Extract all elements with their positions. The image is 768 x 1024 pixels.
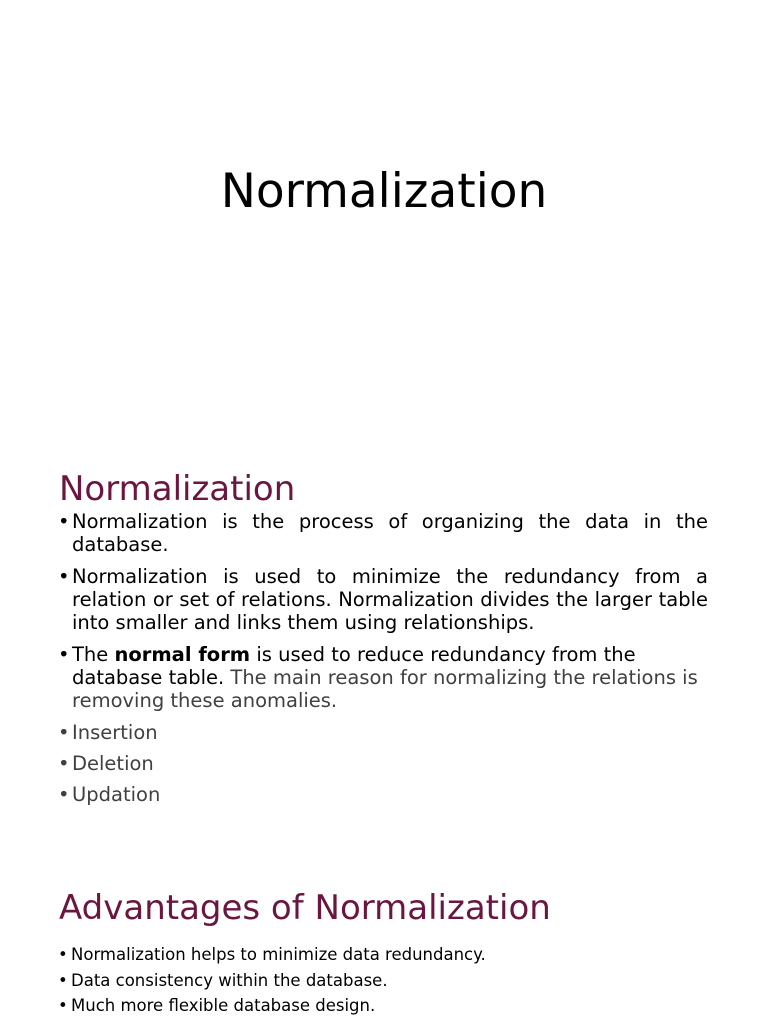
anomaly-deletion: Deletion — [72, 751, 154, 775]
bullet-item — [58, 945, 708, 965]
bullet-text: Data consistency within the database. — [71, 970, 388, 990]
slide-title: Normalization — [220, 164, 548, 219]
anomaly-insertion: Insertion — [72, 720, 158, 744]
bullet-item — [58, 996, 708, 1016]
bullet-icon: • — [58, 996, 68, 1015]
bullet-item — [58, 783, 708, 806]
bullet-icon: • — [58, 642, 70, 666]
bullet-text-prefix: The — [72, 642, 115, 666]
bullet-icon: • — [58, 510, 70, 533]
bullet-icon: • — [58, 970, 68, 990]
bullet-text-muted: The main reason for normalizing the relations is removing these anomalies. — [72, 666, 698, 713]
title-slide — [0, 0, 768, 440]
advantages-slide — [0, 850, 768, 1024]
slide-heading: Normalization — [59, 469, 296, 509]
bullet-text: Normalization helps to minimize data redundancy. — [71, 945, 486, 964]
bullet-item — [58, 971, 708, 991]
bullet-text-middle: is used to reduce redundancy from the database table. — [72, 642, 636, 690]
bullet-item — [58, 643, 708, 713]
slide-heading: Advantages of Normalization — [59, 888, 551, 928]
bullet-item — [58, 721, 708, 744]
bullet-icon: • — [58, 945, 68, 964]
bullet-text-bold: normal form — [114, 642, 251, 666]
anomaly-updation: Updation — [72, 783, 161, 807]
bullet-icon: • — [58, 720, 70, 744]
bullet-item — [58, 752, 708, 775]
bullet-list — [58, 510, 708, 814]
bullet-item — [58, 510, 708, 557]
bullet-icon: • — [58, 783, 70, 807]
bullet-item — [58, 565, 708, 635]
bullet-text: Much more flexible database design. — [71, 996, 376, 1015]
bullet-icon: • — [58, 751, 70, 775]
bullet-text: Normalization is the process of organizing the data in the database. — [72, 510, 708, 557]
definition-slide — [0, 440, 768, 850]
bullet-icon: • — [58, 564, 70, 588]
bullet-text: Normalization is used to minimize the redundancy from a relation or set of relations. Normalization divides the larger table into smaller and links them using relationships. — [72, 564, 708, 635]
bullet-list — [58, 945, 708, 1022]
